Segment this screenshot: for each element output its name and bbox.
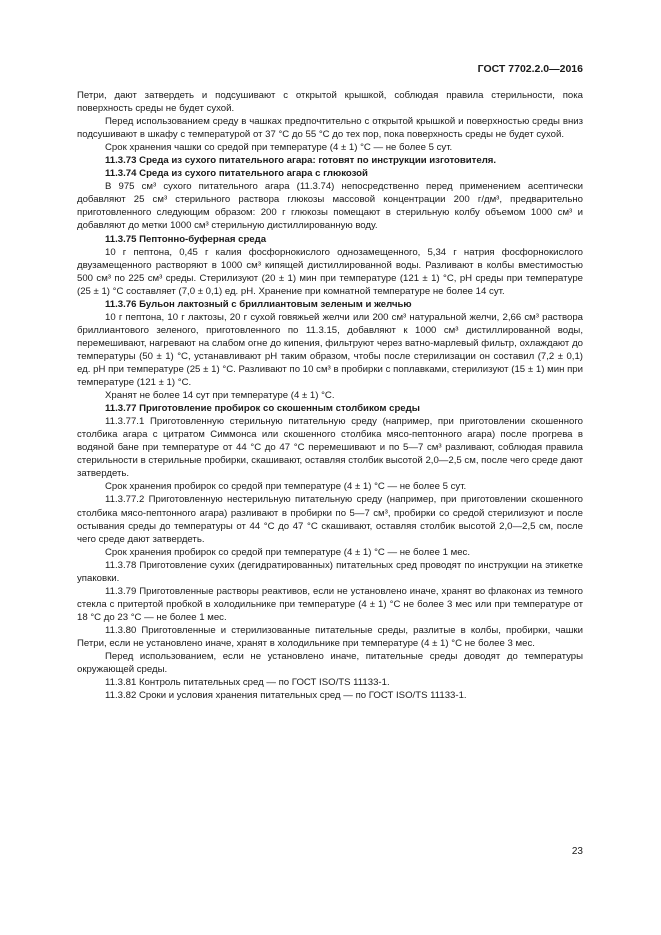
paragraph: Перед использованием среду в чашках предпочтительно с открытой крышкой и поверхностью среды вниз подсушивают в шкафу с температурой от 37 °С до 55 °С до тех пор, пока поверхность среды не будет сухой. — [77, 116, 583, 141]
section-heading: 11.3.73 Среда из сухого питательного агара: готовят по инструкции изготовителя. — [105, 155, 497, 167]
section-heading: 11.3.74 Среда из сухого питательного агара с глюкозой — [105, 168, 368, 180]
paragraph: 11.3.81 Контроль питательных сред — по ГОСТ ISO/TS 11133-1. — [105, 677, 390, 689]
paragraph: Срок хранения чашки со средой при температуре (4 ± 1) °С — не более 5 сут. — [105, 142, 453, 154]
page-number: 23 — [571, 846, 583, 857]
paragraph: 11.3.80 Приготовленные и стерилизованные питательные среды, разлитые в колбы, пробирки, чашки Петри, если не установлено иначе, хранят в холодильнике при температуре (4 ± 1) °С не более 3 мес. — [77, 624, 583, 649]
paragraph: 11.3.78 Приготовление сухих (дегидратированных) питательных сред проводят по инструкции на этикетке упаковки. — [77, 559, 583, 584]
paragraph: 11.3.82 Сроки и условия хранения питательных сред — по ГОСТ ISO/TS 11133-1. — [105, 690, 467, 702]
paragraph: Срок хранения пробирок со средой при температуре (4 ± 1) °С — не более 1 мес. — [105, 546, 471, 558]
paragraph: Срок хранения пробирок со средой при температуре (4 ± 1) °С — не более 5 сут. — [105, 481, 467, 493]
paragraph: Петри, дают затвердеть и подсушивают с открытой крышкой, соблюдая правила стерильности, пока поверхность среды не будет сухой. — [77, 90, 583, 115]
paragraph: 11.3.79 Приготовленные растворы реактивов, если не установлено иначе, хранят во флаконах из темного стекла с притертой пробкой в холодильнике при температуре (4 ± 1) °С не более 3 мес или при температуре от 18 °С до 23 °С — не более 1 мес. — [77, 585, 583, 623]
paragraph: В 975 см³ сухого питательного агара (11.3.74) непосредственно перед применением асептически добавляют 25 см³ стерильного раствора глюкозы массовой концентрации 200 г/дм³, предварительно приготовленного следующим образом: 200 г глюкозы помещают в стерильную колбу объемом 1000 см³ и добавляют до метки 1000 см³ стерильную дистиллированную воду. — [77, 181, 583, 232]
paragraph: Хранят не более 14 сут при температуре (4 ± 1) °С. — [105, 390, 335, 402]
document-code-header: ГОСТ 7702.2.0—2016 — [477, 63, 583, 75]
paragraph: 11.3.77.1 Приготовленную стерильную питательную среду (например, при приготовлении скошенного столбика агара с цитратом Симмонса или скошенного столбика мясо-пептонного агара) после прогрева в водяной бане при температуре от 44 °С до 47 °С перемешивают и по 5—7 см³ разливают, соблюдая правила стерильности в стерильные пробирки, скашивают, оставляя столбик высотой 2,0—2,5 см, после чего среде дают затвердеть. — [77, 416, 583, 480]
section-heading: 11.3.77 Приготовление пробирок со скошенным столбиком среды — [105, 403, 420, 415]
paragraph: 11.3.77.2 Приготовленную нестерильную питательную среду (например, при приготовлении скошенного столбика мясо-пептонного агара) разливают в пробирки по 5—7 см³, пробирки со средой стерилизуют и после остывания среды до температуры от 44 °С до 47 °С скашивают, оставляя столбик высотой 2,0—2,5 см, после чего среде дают затвердеть. — [77, 494, 583, 545]
section-heading: 11.3.76 Бульон лактозный с бриллиантовым зеленым и желчью — [105, 298, 412, 310]
section-heading: 11.3.75 Пептонно-буферная среда — [105, 233, 267, 245]
paragraph: 10 г пептона, 0,45 г калия фосфорнокислого однозамещенного, 5,34 г натрия фосфорнокислого двузамещенного растворяют в 1000 см³ кипящей дистиллированной воды. Разливают в колбы вместимостью 500 см³ по 225 см³ среды. Стерилизуют (20 ± 1) мин при температуре (121 ± 1) °С, pH среды при температуре (25 ± 1) °С составляет (7,0 ± 0,1) ед. pH. Хранение при комнатной температуре не более 14 сут. — [77, 246, 583, 297]
paragraph: 10 г пептона, 10 г лактозы, 20 г сухой говяжьей желчи или 200 см³ натуральной желчи, 2,66 см³ раствора бриллиантового зеленого, приготовленного по 11.3.15, добавляют к 1000 см³ дистиллированной воды, перемешивают, нагревают на слабом огне до кипения, фильтруют через ватно-марлевый фильтр, охлаждают до температуры (50 ± 1) °С, устанавливают pH таким образом, чтобы после стерилизации он составил (7,2 ± 0,1) ед. pH при температуре (25 ± 1) °С. Разливают по 10 см³ в пробирки с поплавками, стерилизуют (15 ± 1) мин при температуре (121 ± 1) °С. — [77, 311, 583, 389]
paragraph: Перед использованием, если не установлено иначе, питательные среды доводят до температуры окружающей среды. — [77, 651, 583, 676]
document-body — [77, 89, 583, 702]
